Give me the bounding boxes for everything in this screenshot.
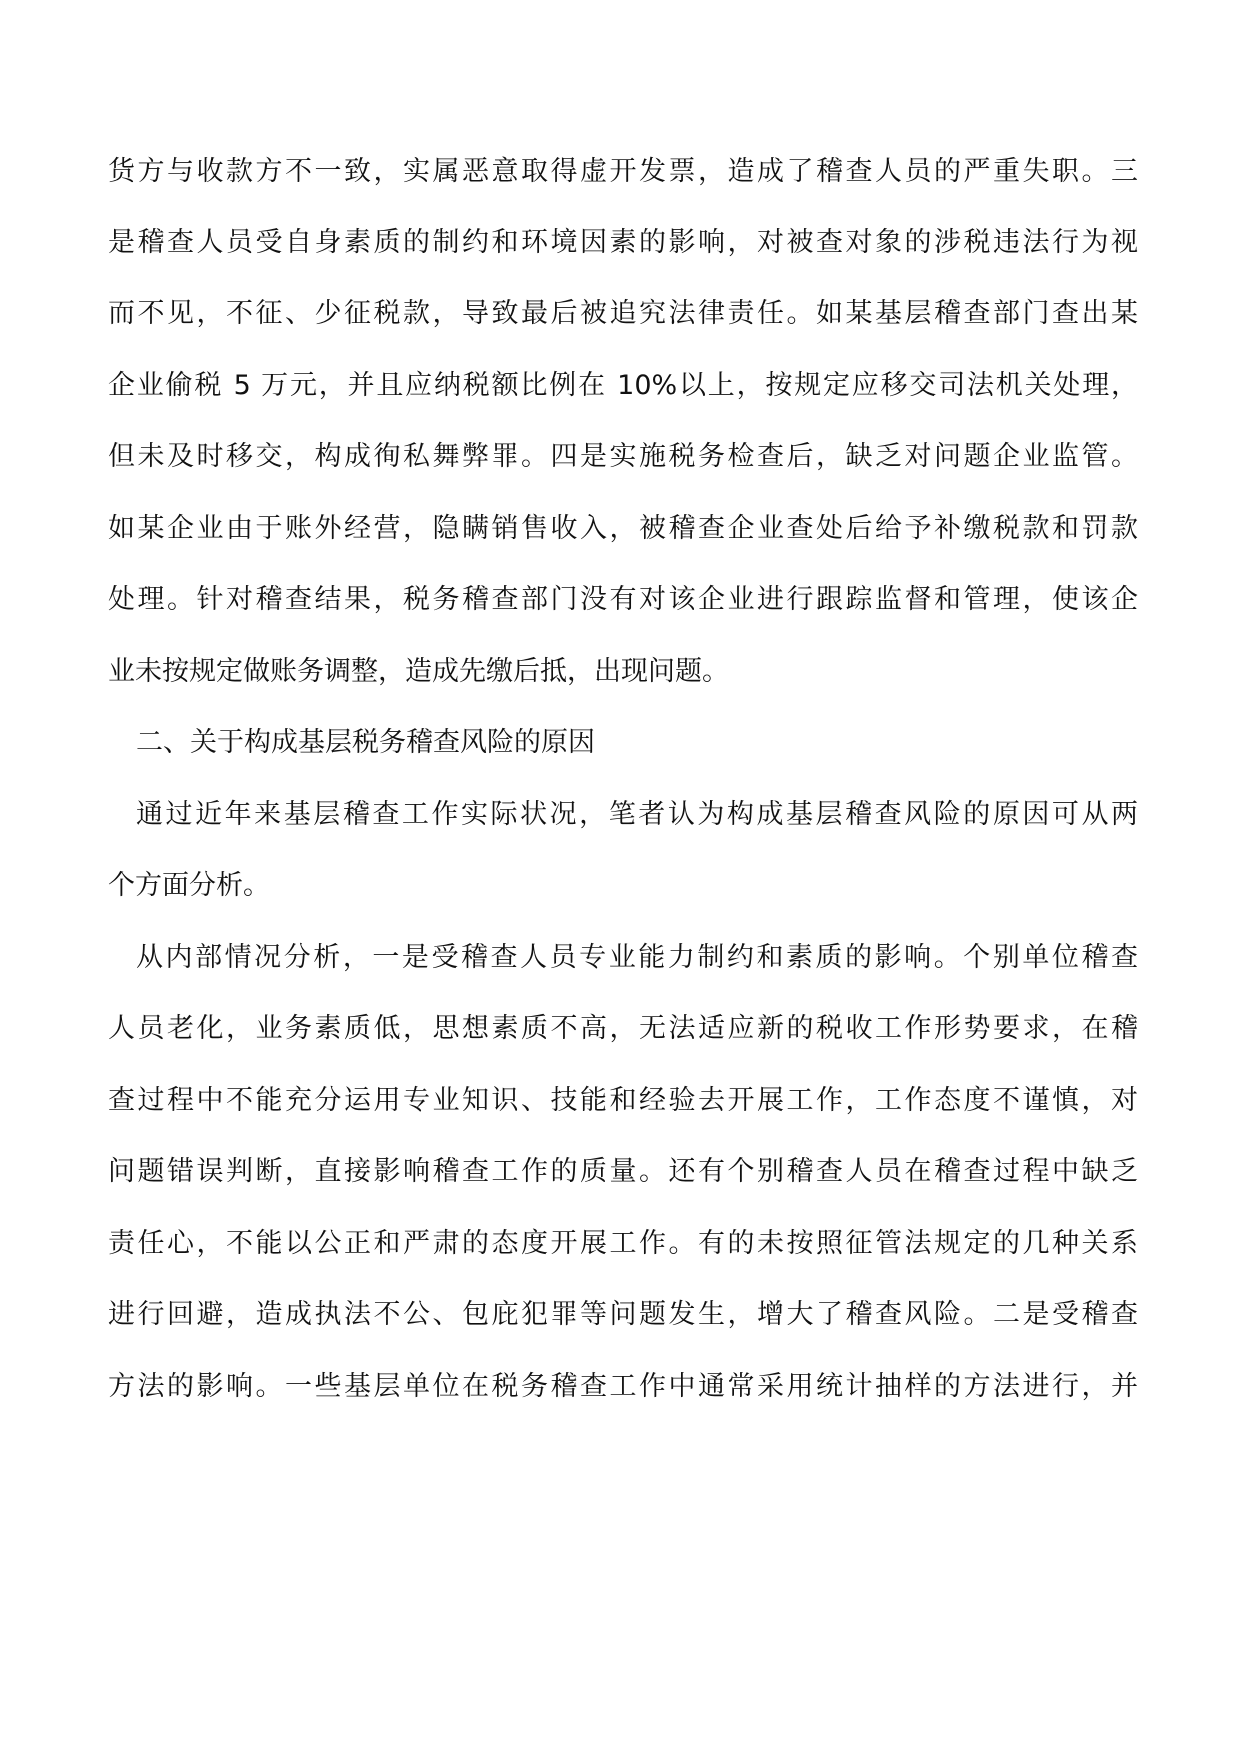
text-line: 问题错误判断，直接影响稽查工作的质量。还有个别稽查人员在稽查过程中缺乏 [108, 1156, 1138, 1187]
text-line: 进行回避，造成执法不公、包庇犯罪等问题发生，增大了稽查风险。二是受稽查 [108, 1299, 1138, 1330]
text-line: 从内部情况分析，一是受稽查人员专业能力制约和素质的影响。个别单位稽查 [136, 942, 1138, 973]
text-line: 企业偷税 5 万元，并且应纳税额比例在 10%以上，按规定应移交司法机关处理， [108, 370, 1138, 401]
text-line: 责任心，不能以公正和严肃的态度开展工作。有的未按照征管法规定的几种关系 [108, 1228, 1138, 1259]
text-line: 通过近年来基层稽查工作实际状况，笔者认为构成基层稽查风险的原因可从两 [136, 799, 1138, 830]
text-line: 查过程中不能充分运用专业知识、技能和经验去开展工作，工作态度不谨慎，对 [108, 1085, 1138, 1116]
text-line: 货方与收款方不一致，实属恶意取得虚开发票，造成了稽查人员的严重失职。三 [108, 156, 1138, 187]
section-heading: 二、关于构成基层税务稽查风险的原因 [136, 727, 595, 758]
text-line: 是稽查人员受自身素质的制约和环境因素的影响，对被查对象的涉税违法行为视 [108, 227, 1138, 258]
text-line: 个方面分析。 [108, 870, 270, 901]
text-line: 处理。针对稽查结果，税务稽查部门没有对该企业进行跟踪监督和管理，使该企 [108, 584, 1138, 615]
text-line: 人员老化，业务素质低，思想素质不高，无法适应新的税收工作形势要求，在稽 [108, 1013, 1138, 1044]
text-line: 如某企业由于账外经营，隐瞒销售收入，被稽查企业查处后给予补缴税款和罚款 [108, 513, 1138, 544]
text-line: 方法的影响。一些基层单位在税务稽查工作中通常采用统计抽样的方法进行，并 [108, 1371, 1138, 1402]
text-line: 但未及时移交，构成徇私舞弊罪。四是实施税务检查后，缺乏对问题企业监管。 [108, 441, 1138, 472]
text-line: 而不见，不征、少征税款，导致最后被追究法律责任。如某基层稽查部门查出某 [108, 298, 1138, 329]
text-line: 业未按规定做账务调整，造成先缴后抵，出现问题。 [108, 656, 729, 687]
